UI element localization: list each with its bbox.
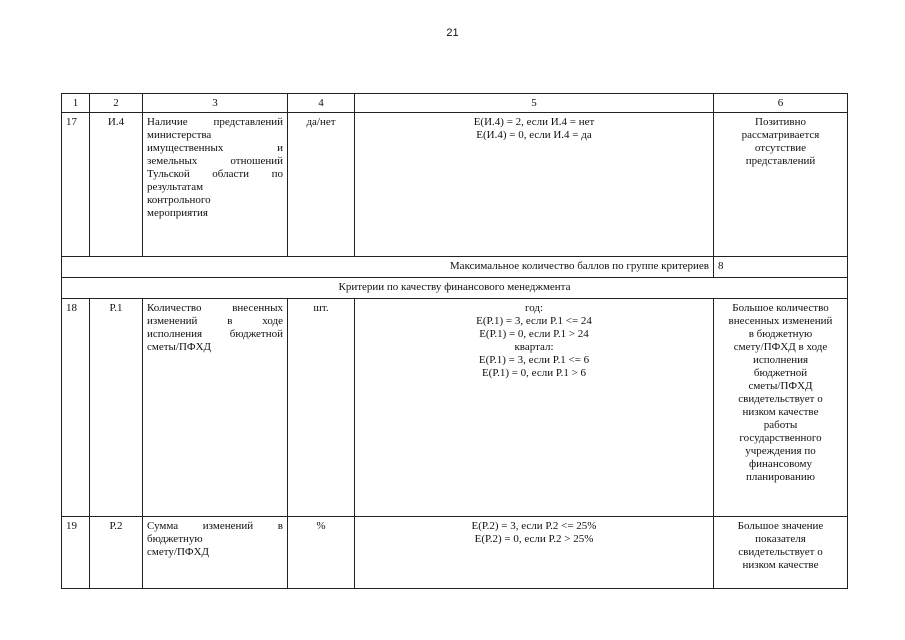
note-line: низком качестве — [742, 559, 819, 571]
name-line: Количество внесенных — [147, 302, 283, 314]
name-line: изменений в ходе — [147, 315, 283, 327]
name-line: имущественных и — [147, 142, 283, 154]
header-cell: 1 — [62, 94, 90, 113]
note-line: Позитивно — [755, 116, 806, 128]
note-line: смету/ПФХД в ходе — [733, 341, 828, 353]
unit-of-measure: да/нет — [288, 113, 355, 257]
table-row — [62, 517, 848, 589]
criterion-name — [143, 299, 288, 517]
table-row — [62, 299, 848, 517]
row-number: 17 — [62, 113, 90, 257]
note-line: Большое значение — [737, 520, 824, 532]
section-title: Критерии по качеству финансового менеджмента — [62, 278, 848, 299]
max-score-row — [62, 257, 848, 278]
max-score-label: Максимальное количество баллов по группе критериев — [62, 257, 714, 278]
criterion-code: И.4 — [90, 113, 143, 257]
formula-line: E(Р.1) = 3, если Р.1 <= 24 — [476, 315, 592, 327]
header-cell: 5 — [355, 94, 714, 113]
name-line: Наличие представлений — [147, 116, 283, 128]
criterion-note — [714, 299, 848, 517]
note-line: учреждения по — [745, 445, 816, 457]
max-score-value: 8 — [714, 257, 848, 278]
header-cell: 4 — [288, 94, 355, 113]
note-line: в бюджетную — [748, 328, 813, 340]
scoring-formula — [355, 113, 714, 257]
formula-line: E(И.4) = 2, если И.4 = нет — [473, 116, 595, 128]
name-line: результатам — [147, 181, 204, 193]
criterion-code: Р.2 — [90, 517, 143, 589]
note-line: сметы/ПФХД — [748, 380, 813, 392]
criterion-code: Р.1 — [90, 299, 143, 517]
formula-line: E(Р.1) = 3, если Р.1 <= 6 — [478, 354, 590, 366]
name-line: смету/ПФХД — [147, 546, 210, 558]
section-row — [62, 278, 848, 299]
name-line: контрольного — [147, 194, 211, 206]
scoring-formula — [355, 517, 714, 589]
formula-line: E(Р.2) = 3, если Р.2 <= 25% — [471, 520, 597, 532]
note-line: финансовому — [749, 458, 812, 470]
criterion-name — [143, 113, 288, 257]
table-header-row — [62, 94, 848, 113]
formula-line: E(Р.1) = 0, если Р.1 > 24 — [479, 328, 589, 340]
note-line: государственного — [739, 432, 822, 444]
criteria-table — [61, 93, 848, 589]
scoring-formula — [355, 299, 714, 517]
note-line: планированию — [746, 471, 815, 483]
note-line: отсутствие — [754, 142, 807, 154]
unit-of-measure: шт. — [288, 299, 355, 517]
note-line: бюджетной — [753, 367, 808, 379]
criterion-note — [714, 113, 848, 257]
header-cell: 3 — [143, 94, 288, 113]
criterion-note — [714, 517, 848, 589]
header-cell: 6 — [714, 94, 848, 113]
name-line: Сумма изменений в — [147, 520, 283, 532]
note-line: показателя — [755, 533, 806, 545]
note-line: представлений — [745, 155, 816, 167]
row-number: 19 — [62, 517, 90, 589]
formula-line: E(Р.2) = 0, если Р.2 > 25% — [474, 533, 594, 545]
formula-line: E(И.4) = 0, если И.4 = да — [476, 129, 592, 141]
name-line: Тульской области по — [147, 168, 283, 180]
note-line: свидетельствует о — [738, 393, 823, 405]
page-number: 21 — [446, 27, 459, 39]
note-line: Большое количество — [732, 302, 829, 314]
name-line: министерства — [147, 129, 212, 141]
note-line: свидетельствует о — [738, 546, 823, 558]
formula-line: E(Р.1) = 0, если Р.1 > 6 — [481, 367, 587, 379]
note-line: исполнения — [752, 354, 809, 366]
name-line: исполнения бюджетной — [147, 328, 283, 340]
name-line: мероприятия — [147, 207, 208, 219]
criterion-name — [143, 517, 288, 589]
unit-of-measure: % — [288, 517, 355, 589]
row-number: 18 — [62, 299, 90, 517]
header-cell: 2 — [90, 94, 143, 113]
name-line: бюджетную — [147, 533, 203, 545]
note-line: работы — [763, 419, 798, 431]
table-row — [62, 113, 848, 257]
name-line: сметы/ПФХД — [147, 341, 212, 353]
note-line: внесенных изменений — [728, 315, 833, 327]
formula-line: год: — [524, 302, 544, 314]
formula-line: квартал: — [514, 341, 554, 353]
note-line: низком качестве — [742, 406, 819, 418]
name-line: земельных отношений — [147, 155, 283, 167]
note-line: рассматривается — [741, 129, 820, 141]
